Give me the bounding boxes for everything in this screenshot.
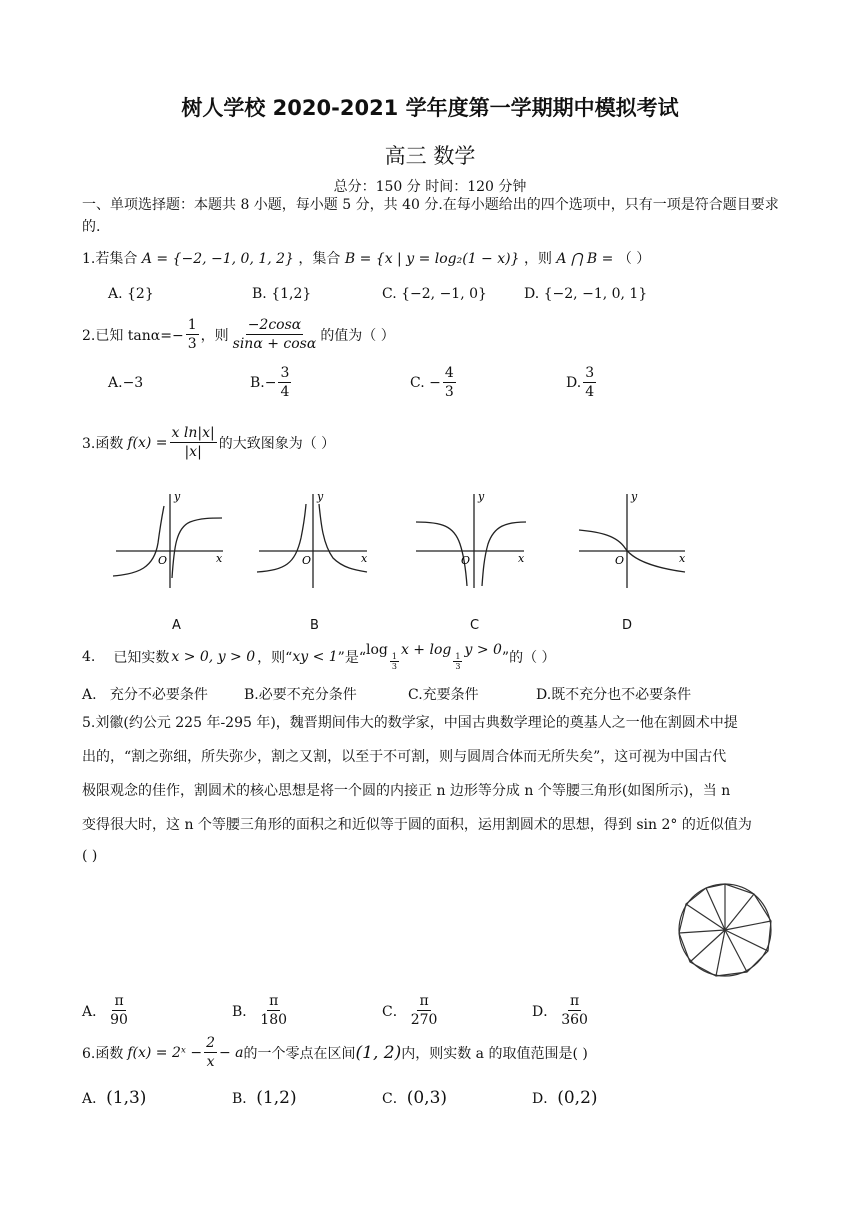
q2-option-c[interactable] (410, 364, 458, 401)
q5-option-c[interactable] (382, 992, 441, 1029)
exam-subtitle: 高三 数学 (384, 144, 476, 168)
option-label: D. (566, 374, 582, 391)
exam-meta: 总分：150 分 时间：120 分钟 (333, 179, 527, 195)
option-label: A. (108, 286, 123, 302)
option-value: {1,2} (271, 286, 312, 302)
q4-stem-d: ”的（ ） (501, 649, 556, 666)
q4-stem-c: ”是“ (337, 649, 366, 666)
denominator: 4 (585, 384, 595, 400)
q6-option-c[interactable] (382, 1088, 447, 1108)
denominator: |x| (184, 444, 202, 460)
option-value: {2} (127, 286, 154, 302)
q6-end: 内，则实数 a 的取值范围是( ) (401, 1045, 588, 1062)
option-value: 充分不必要条件 (109, 687, 208, 703)
q6-prefix: 6.函数 (82, 1045, 124, 1062)
x-axis-label: x (361, 552, 368, 565)
q3-graph-d[interactable] (575, 488, 690, 593)
option-label: C. − (410, 374, 441, 391)
numerator: 1 (391, 652, 397, 661)
q2-option-d[interactable] (566, 364, 598, 401)
option-fraction (583, 364, 596, 401)
y-axis-label: y (174, 490, 181, 503)
denominator: 180 (260, 1012, 288, 1028)
q5-option-d[interactable] (532, 992, 592, 1029)
option-label: C． (382, 1003, 407, 1020)
q1-ask: ，则 (523, 251, 552, 267)
q6-mid: 的一个零点在区间 (243, 1045, 356, 1062)
denominator: 3 (444, 384, 454, 400)
q3-graph-b-label: B (310, 618, 319, 633)
log-text: log (365, 642, 388, 658)
option-fraction (409, 992, 440, 1029)
denominator: 3 (391, 662, 397, 671)
q5-line-2: 出的，“割之弥细，所失弥少，割之又割，以至于不可割，则与圆周合体而无所失矣”，这可视为中国古代 (82, 749, 727, 765)
x-axis-label: x (216, 552, 223, 565)
q6-fx: f(x) = 2ˣ − (127, 1044, 203, 1061)
option-label: C. (382, 286, 397, 302)
y-axis-label: y (631, 490, 638, 503)
option-label: A． (82, 1091, 107, 1107)
numerator: 3 (585, 365, 595, 381)
option-fraction (559, 992, 590, 1029)
q4-option-d[interactable] (536, 684, 691, 704)
denominator: 4 (280, 384, 290, 400)
q4-option-c[interactable] (408, 684, 479, 704)
q1-set-a: A = {−2, −1, 0, 1, 2} (141, 251, 294, 267)
q5-line-1: 5.刘徽(约公元 225 年-295 年)，魏晋期间伟大的数学家，中国古典数学理论的奠基人之一他在割圆术中提 (82, 715, 738, 731)
option-value: −3 (122, 375, 144, 391)
log-x-text: x + log (400, 642, 452, 658)
q2-mid: ，则 (200, 327, 229, 344)
q4-option-b[interactable] (244, 684, 357, 704)
q3-graph-b[interactable] (255, 488, 375, 593)
q4-stem-a: 已知实数 (113, 649, 170, 666)
x-axis-label: x (679, 552, 686, 565)
curve-right (172, 518, 222, 578)
option-label: B． (232, 1003, 257, 1020)
q5-line-5: ( ) (82, 848, 98, 864)
q4-p: xy < 1 (292, 648, 338, 665)
denominator: 3 (187, 336, 197, 352)
option-label: A. (108, 375, 123, 391)
option-value: (0,2) (557, 1088, 598, 1108)
q1-prefix: 1.若集合 (82, 251, 138, 267)
y-axis-label: y (478, 490, 485, 503)
question-3-stem (82, 424, 335, 461)
q3-suffix: 的大致图象为（ ） (218, 435, 336, 452)
q3-graph-d-label: D (622, 618, 633, 633)
option-label: D. (536, 687, 552, 703)
q2-prefix: 2.已知 tanα=− (82, 327, 184, 344)
q6-interval: (1, 2) (355, 1042, 402, 1063)
q1-mid: ，集合 (298, 251, 341, 267)
q2-option-a[interactable] (108, 375, 143, 391)
origin-label: O (158, 554, 168, 567)
q3-graph-a-label: A (172, 618, 181, 633)
option-value: (1,3) (106, 1088, 147, 1108)
numerator: π (570, 993, 580, 1009)
curve-left (113, 506, 164, 576)
exam-title: 树人学校 2020-2021 学年度第一学期期中模拟考试 (181, 96, 679, 120)
y-axis-label: y (317, 490, 324, 503)
q6-fraction (204, 1034, 217, 1071)
option-value: 必要不充分条件 (258, 687, 357, 703)
q2-expression-fraction (231, 316, 319, 353)
q2-tan-fraction (186, 316, 199, 353)
q6-after: − a (218, 1044, 244, 1061)
option-label: C. (408, 687, 423, 703)
numerator: 1 (187, 317, 197, 333)
denominator: x (206, 1054, 215, 1070)
curve-left (257, 504, 306, 572)
q1-paren: （ ） (617, 251, 651, 267)
q3-fx: f(x) = (127, 434, 168, 451)
q2-suffix: 的值为（ ） (320, 327, 395, 344)
q4-stem-b: ，则“ (257, 649, 293, 666)
numerator: 2 (206, 1035, 215, 1051)
q4-option-a[interactable] (82, 684, 208, 704)
curve-right (319, 504, 367, 572)
option-value: (0,3) (406, 1088, 448, 1108)
q5-line-4: 变得很大时，这 n 个等腰三角形的面积之和近似等于圆的面积，运用割圆术的思想，得到 sin 2° 的近似值为 (82, 817, 752, 833)
denominator: 90 (110, 1012, 128, 1028)
q4-number: 4. (82, 648, 96, 665)
origin-label: O (461, 554, 471, 567)
numerator: π (269, 993, 279, 1009)
option-value: 充要条件 (422, 687, 479, 703)
numerator: π (114, 993, 124, 1009)
option-label: B． (232, 1091, 257, 1107)
option-fraction (108, 992, 130, 1029)
q5-line-3: 极限观念的佳作，割圆术的核心思想是将一个圆的内接正 n 边形等分成 n 个等腰三角形(如图所示)，当 n (82, 783, 731, 799)
log-y-text: y > 0 (464, 642, 502, 658)
q5-option-b[interactable] (232, 992, 291, 1029)
q3-prefix: 3.函数 (82, 435, 124, 452)
question-1-stem (82, 248, 650, 268)
x-axis-label: x (518, 552, 525, 565)
q1-option-c[interactable] (382, 286, 487, 302)
q1-option-a[interactable] (108, 286, 154, 302)
denominator: 360 (561, 1012, 588, 1028)
numerator: 1 (455, 652, 461, 661)
q1-option-d[interactable] (524, 286, 647, 302)
q3-graph-c-label: C (470, 618, 480, 633)
q5-option-a[interactable] (82, 992, 132, 1029)
q3-graph-a[interactable] (108, 488, 228, 593)
option-label: B. (252, 286, 267, 302)
option-fraction (278, 364, 291, 401)
option-value: (1,2) (256, 1088, 297, 1108)
denominator: 270 (410, 1012, 438, 1028)
option-label: D． (532, 1091, 558, 1107)
option-label: D. (524, 286, 540, 302)
q6-option-a[interactable] (82, 1088, 146, 1108)
option-value: 既不充分也不必要条件 (551, 687, 692, 703)
q1-set-b: B = {x | y = log₂(1 − x)} (344, 251, 520, 267)
denominator: 3 (455, 662, 461, 671)
option-fraction (443, 364, 456, 401)
question-2-stem (82, 316, 395, 353)
q3-graph-c[interactable] (412, 488, 532, 593)
inscribed-polygon-figure (672, 880, 782, 980)
question-6-stem (82, 1034, 588, 1071)
option-label: B. (244, 687, 259, 703)
option-label: A． (82, 1003, 107, 1020)
q6-option-d[interactable] (532, 1088, 598, 1108)
q4-log-expression (366, 642, 502, 671)
numerator: x ln|x| (171, 425, 215, 441)
option-label: C． (382, 1091, 407, 1107)
q6-option-b[interactable] (232, 1088, 297, 1108)
q1-expr: A ⋂ B = (556, 251, 614, 267)
q2-option-b[interactable] (250, 364, 293, 401)
numerator: 3 (280, 365, 290, 381)
numerator: 4 (444, 365, 454, 381)
option-fraction (258, 992, 289, 1029)
log-base (390, 652, 399, 671)
option-value: {−2, −1, 0, 1} (543, 286, 648, 302)
section-heading: 一、单项选择题：本题共 8 小题，每小题 5 分，共 40 分.在每小题给出的四个选项中，只有一项是符合题目要求的. (82, 197, 779, 235)
numerator: −2cosα (247, 317, 302, 333)
q3-fraction (170, 424, 217, 461)
option-label: D． (532, 1003, 558, 1020)
log-base (453, 652, 462, 671)
option-label: B.− (250, 374, 277, 391)
q4-condition: x > 0, y > 0 (171, 648, 256, 665)
option-value: {−2, −1, 0} (401, 286, 487, 302)
question-4-stem (82, 642, 556, 671)
origin-label: O (615, 554, 625, 567)
q1-option-b[interactable] (252, 286, 311, 302)
option-label: A. (82, 687, 97, 703)
origin-label: O (302, 554, 312, 567)
denominator: sinα + cosα (232, 336, 317, 352)
curve-left (416, 522, 467, 586)
numerator: π (419, 993, 429, 1009)
